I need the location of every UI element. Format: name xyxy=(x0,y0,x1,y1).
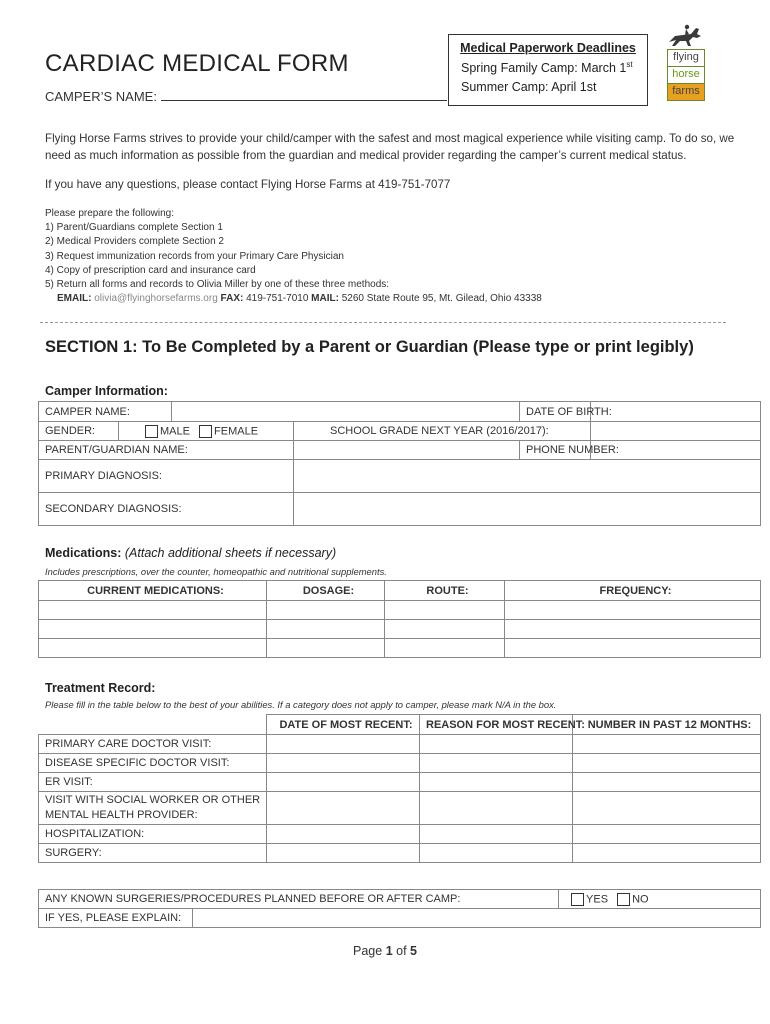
camper-info-heading: Camper Information: xyxy=(45,384,168,398)
treat-cell[interactable] xyxy=(267,735,420,754)
camper-info-table xyxy=(38,401,761,526)
page-number: 1 xyxy=(385,944,393,958)
medications-heading-note: (Attach additional sheets if necessary) xyxy=(124,546,337,560)
row-social-worker xyxy=(39,792,267,825)
treatment-note: Please fill in the table below to the best of your abilities. If a category does not apply to camper, please mark N/A in the box. xyxy=(45,699,557,710)
treat-cell[interactable] xyxy=(267,844,420,863)
explain-label: IF YES, PLEASE EXPLAIN: xyxy=(39,909,193,928)
grade-label: SCHOOL GRADE NEXT YEAR (2016/2017): xyxy=(294,422,591,441)
prepare-list xyxy=(45,207,542,306)
row-primary-care: PRIMARY CARE DOCTOR VISIT: xyxy=(39,735,267,754)
med-cell[interactable] xyxy=(505,620,761,639)
surgeries-question: ANY KNOWN SURGERIES/PROCEDURES PLANNED BEFORE OR AFTER CAMP: xyxy=(39,890,559,909)
return-methods xyxy=(57,292,542,306)
treat-cell[interactable] xyxy=(573,844,761,863)
secondary-dx-input[interactable] xyxy=(294,493,761,526)
treat-cell[interactable] xyxy=(420,844,573,863)
treat-cell[interactable] xyxy=(420,792,573,825)
section-divider xyxy=(40,322,726,323)
camper-name-label: CAMPER’S NAME: xyxy=(45,89,157,104)
med-cell[interactable] xyxy=(39,639,267,658)
page-total: 5 xyxy=(410,944,417,958)
med-cell[interactable] xyxy=(267,620,385,639)
row-social-worker-line2: MENTAL HEALTH PROVIDER: xyxy=(45,809,198,821)
med-cell[interactable] xyxy=(385,639,505,658)
no-label: NO xyxy=(632,892,649,905)
prepare-item: 3) Request immunization records from your Primary Care Physician xyxy=(45,250,344,262)
yes-checkbox[interactable] xyxy=(571,893,584,906)
deadlines-box xyxy=(448,34,648,106)
secondary-dx-label: SECONDARY DIAGNOSIS: xyxy=(39,493,294,526)
treat-cell[interactable] xyxy=(573,773,761,792)
row-social-worker-line1: VISIT WITH SOCIAL WORKER OR OTHER xyxy=(45,794,261,806)
med-cell[interactable] xyxy=(267,639,385,658)
page-footer xyxy=(0,944,770,958)
row-surgery: SURGERY: xyxy=(39,844,267,863)
email-label: EMAIL: xyxy=(57,293,92,305)
contact-line: If you have any questions, please contact Flying Horse Farms at 419-751-7077 xyxy=(45,178,451,191)
medications-note: Includes prescriptions, over the counter, homeopathic and nutritional supplements. xyxy=(45,566,387,577)
camper-name-input[interactable] xyxy=(172,402,520,422)
treat-cell[interactable] xyxy=(267,792,420,825)
col-number-12mo: NUMBER IN PAST 12 MONTHS: xyxy=(573,715,761,735)
treat-cell[interactable] xyxy=(420,825,573,844)
treat-cell[interactable] xyxy=(420,754,573,773)
spring-deadline xyxy=(461,60,647,75)
logo-flying: flying xyxy=(667,49,705,67)
yes-label: YES xyxy=(586,892,609,905)
fax-label: FAX: xyxy=(220,293,244,305)
col-dosage: DOSAGE: xyxy=(267,581,385,601)
grade-input[interactable] xyxy=(591,422,761,441)
email-link[interactable]: olivia@flyinghorsefarms.org xyxy=(94,293,218,305)
medications-heading-line xyxy=(45,546,336,560)
camper-name-line xyxy=(45,88,447,104)
treat-cell[interactable] xyxy=(267,825,420,844)
col-date-recent: DATE OF MOST RECENT: xyxy=(267,715,420,735)
deadlines-heading: Medical Paperwork Deadlines xyxy=(460,41,636,55)
section1-title: SECTION 1: To Be Completed by a Parent or Guardian (Please type or print legibly) xyxy=(45,338,694,356)
female-checkbox[interactable] xyxy=(199,425,212,438)
med-cell[interactable] xyxy=(39,601,267,620)
summer-deadline: Summer Camp: April 1st xyxy=(461,80,597,95)
page-word: Page xyxy=(353,944,383,958)
male-label: MALE xyxy=(160,424,190,437)
intro-paragraph: Flying Horse Farms strives to provide your child/camper with the safest and most magical experience while visiting camp. To do so, we need as much information as possible from the guardian and medical provider regarding the camper’s current medical status. xyxy=(45,132,735,162)
horse-rider-icon xyxy=(663,22,709,48)
med-cell[interactable] xyxy=(505,601,761,620)
male-checkbox[interactable] xyxy=(145,425,158,438)
spring-deadline-sup: st xyxy=(626,60,633,69)
treatment-corner xyxy=(39,715,267,735)
medications-heading: Medications: xyxy=(45,546,122,560)
col-frequency: FREQUENCY: xyxy=(505,581,761,601)
guardian-input[interactable] xyxy=(294,441,520,460)
dob-input[interactable] xyxy=(591,402,761,422)
guardian-label: PARENT/GUARDIAN NAME: xyxy=(39,441,294,460)
no-checkbox[interactable] xyxy=(617,893,630,906)
col-reason-recent: REASON FOR MOST RECENT: xyxy=(420,715,573,735)
treat-cell[interactable] xyxy=(267,773,420,792)
treat-cell[interactable] xyxy=(420,735,573,754)
med-cell[interactable] xyxy=(385,620,505,639)
med-cell[interactable] xyxy=(505,639,761,658)
prepare-item: 5) Return all forms and records to Olivia Miller by one of these three methods: xyxy=(45,279,390,291)
treatment-heading: Treatment Record: xyxy=(45,681,156,695)
mail-address: 5260 State Route 95, Mt. Gilead, Ohio 43338 xyxy=(341,293,542,305)
row-er-visit: ER VISIT: xyxy=(39,773,267,792)
col-current-medications: CURRENT MEDICATIONS: xyxy=(39,581,267,601)
col-route: ROUTE: xyxy=(385,581,505,601)
medications-table xyxy=(38,580,761,658)
gender-label: GENDER: xyxy=(39,422,119,441)
female-label: FEMALE xyxy=(214,424,259,437)
form-title: CARDIAC MEDICAL FORM xyxy=(45,50,349,77)
row-hospitalization: HOSPITALIZATION: xyxy=(39,825,267,844)
surgeries-table xyxy=(38,889,761,928)
treat-cell[interactable] xyxy=(573,792,761,825)
primary-dx-input[interactable] xyxy=(294,460,761,493)
phone-label: PHONE NUMBER: xyxy=(520,441,591,460)
spring-deadline-text: Spring Family Camp: March 1 xyxy=(461,61,627,76)
med-cell[interactable] xyxy=(39,620,267,639)
treat-cell[interactable] xyxy=(267,754,420,773)
prepare-item: 1) Parent/Guardians complete Section 1 xyxy=(45,222,223,234)
row-disease-specific: DISEASE SPECIFIC DOCTOR VISIT: xyxy=(39,754,267,773)
explain-input[interactable] xyxy=(193,909,761,928)
logo-horse: horse xyxy=(667,66,705,84)
treat-cell[interactable] xyxy=(573,754,761,773)
prepare-item: 2) Medical Providers complete Section 2 xyxy=(45,236,224,248)
camper-name-cell-label: CAMPER NAME: xyxy=(39,402,172,422)
logo-farms: farms xyxy=(667,83,705,101)
med-cell[interactable] xyxy=(385,601,505,620)
prepare-item: 4) Copy of prescription card and insurance card xyxy=(45,264,256,276)
treat-cell[interactable] xyxy=(420,773,573,792)
flying-horse-logo xyxy=(663,22,709,98)
primary-dx-label: PRIMARY DIAGNOSIS: xyxy=(39,460,294,493)
camper-name-blank[interactable] xyxy=(161,88,447,101)
mail-label: MAIL: xyxy=(311,293,339,305)
treat-cell[interactable] xyxy=(573,735,761,754)
fax-number: 419-751-7010 xyxy=(246,293,309,305)
prepare-heading: Please prepare the following: xyxy=(45,208,174,219)
of-word: of xyxy=(396,944,407,958)
treatment-table xyxy=(38,714,761,863)
med-cell[interactable] xyxy=(267,601,385,620)
treat-cell[interactable] xyxy=(573,825,761,844)
dob-label: DATE OF BIRTH: xyxy=(520,402,591,422)
